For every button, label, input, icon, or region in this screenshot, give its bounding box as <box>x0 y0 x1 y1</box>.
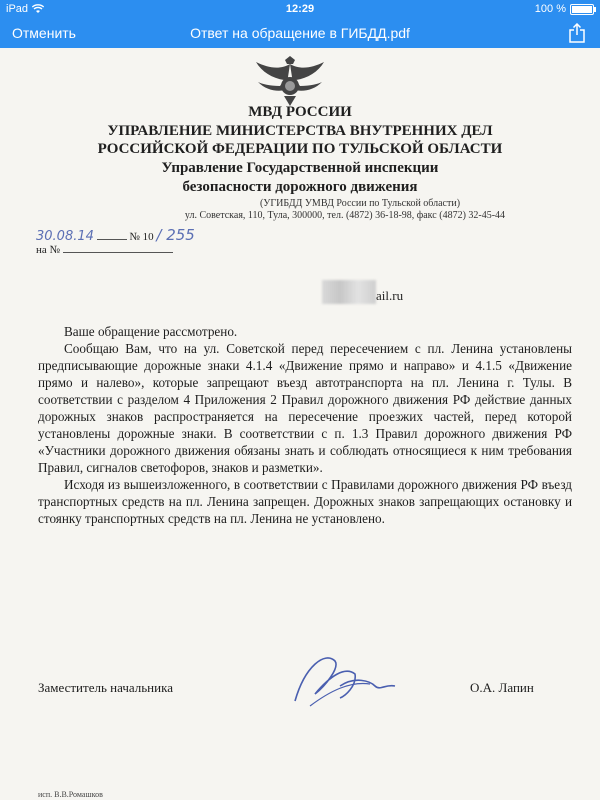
nav-bar <box>0 18 600 48</box>
header-line3: Управление Государственной инспекции <box>161 160 439 176</box>
handwritten-number: / 255 <box>156 226 195 244</box>
share-icon[interactable] <box>568 23 586 43</box>
number-label: № <box>129 231 140 243</box>
body-paragraph-1: Ваше обращение рассмотрено. <box>64 324 238 339</box>
cancel-button[interactable]: Отменить <box>12 25 76 41</box>
signer-position: Заместитель начальника <box>38 680 173 695</box>
battery-icon <box>570 4 594 15</box>
handwritten-signature <box>285 646 405 716</box>
header-address: ул. Советская, 110, Тула, 300000, тел. (4872) 36-18-98, факс (4872) 32-45-44 <box>184 210 506 221</box>
header-abbr: (УГИБДД УМВД России по Тульской области) <box>259 198 461 209</box>
letter-body <box>38 323 572 527</box>
recipient-email: ail.ru <box>376 288 404 303</box>
header-line4: безопасности дорожного движения <box>182 179 418 195</box>
handwritten-date: 30.08.14 <box>36 229 94 244</box>
status-time: 12:29 <box>285 3 315 15</box>
number-print: 10 <box>142 231 154 243</box>
battery-fill <box>572 6 592 13</box>
body-paragraph-2: Сообщаю Вам, что на ул. Советской перед пересечением с пл. Ленина установлены предписывающие дорожные знаки 4.1.4 «Движение прямо и направо» и 4.1.5 «Движение прямо и налево», которые запрещают въезд автотранспорта на пл. Ленина г. Тулы. В соответствии с разделом 4 Приложения 2 Правил дорожного движения РФ действие данных дорожных знаков распространяется на пересечение проезжих частей, перед которой установлены дорожные знаки. В соответствии с п. 1.3 Правил дорожного движения РФ «Участники дорожного движения обязаны знать и соблюдать относящиеся к ним требования Правил, сигналов светофоров, знаков и разметки». <box>38 341 572 475</box>
eagle-emblem-icon <box>250 56 330 108</box>
executor-note: исп. В.В.Ромашков <box>38 790 103 799</box>
header-mvd: МВД РОССИИ <box>248 104 352 120</box>
battery-percent: 100 % <box>534 3 566 15</box>
header-line1: УПРАВЛЕНИЕ МИНИСТЕРСТВА ВНУТРЕННИХ ДЕЛ <box>107 123 493 139</box>
document-title: Ответ на обращение в ГИБДД.pdf <box>190 25 410 41</box>
status-bar <box>0 0 600 18</box>
signer-name: О.А. Лапин <box>470 680 534 695</box>
body-paragraph-3: Исходя из вышеизложенного, в соответствии с Правилами дорожного движения РФ въезд транспортных средств на пл. Ленина запрещен. Дорожных знаков запрещающих остановку и стоянку транспортных средств на пл. Ленина не установлено. <box>38 477 572 526</box>
pdf-page[interactable] <box>0 48 600 800</box>
status-right <box>535 3 594 15</box>
reply-to-label: на № <box>36 244 61 256</box>
header-line2: РОССИЙСКОЙ ФЕДЕРАЦИИ ПО ТУЛЬСКОЙ ОБЛАСТИ <box>97 141 503 157</box>
device-label: iPad <box>6 3 29 15</box>
registration-line <box>36 226 195 256</box>
